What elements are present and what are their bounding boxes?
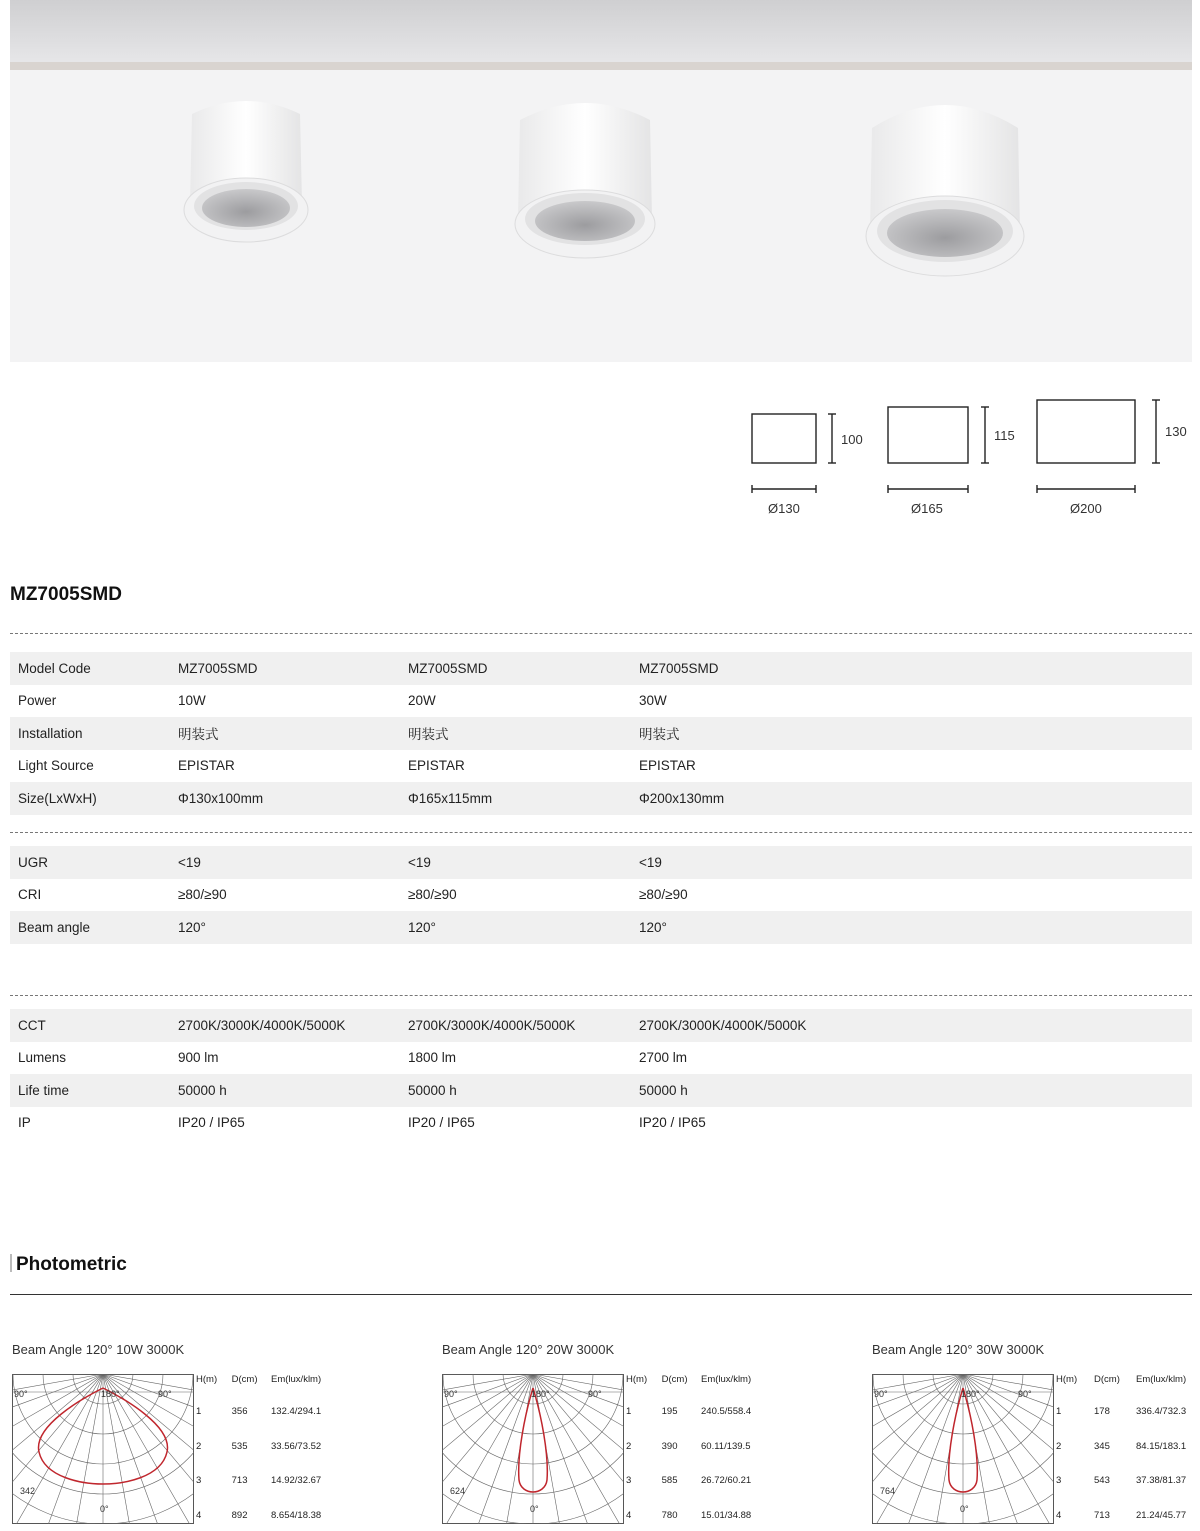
polar-label-bottom: 0° — [100, 1504, 109, 1514]
cell-em: 336.4/732.3 — [1136, 1405, 1187, 1417]
illuminance-table — [626, 1374, 776, 1531]
dim-diameter-medium: Ø165 — [911, 501, 943, 516]
cell-h: 4 — [626, 1510, 632, 1522]
spec-value: 明装式 — [178, 727, 219, 743]
polar-label-left: 90° — [874, 1389, 888, 1399]
table-row — [196, 1498, 346, 1531]
polar-scale-value: 342 — [20, 1486, 36, 1496]
divider-dashed — [10, 832, 1192, 833]
spec-row — [10, 717, 1192, 750]
table-row — [196, 1464, 346, 1499]
spec-label: Beam angle — [18, 919, 91, 935]
col-illuminance: Em(lux/klm) — [1136, 1374, 1187, 1385]
spec-row — [10, 782, 1192, 815]
cell-h: 1 — [196, 1405, 202, 1417]
dim-diameter-small: Ø130 — [768, 501, 800, 516]
spec-value: 120° — [408, 919, 436, 935]
table-header — [1056, 1374, 1200, 1394]
cell-d: 713 — [1094, 1510, 1110, 1522]
spec-value: 120° — [639, 919, 667, 935]
cell-d: 585 — [661, 1475, 678, 1487]
col-illuminance: Em(lux/klm) — [271, 1374, 322, 1385]
spec-table-optics — [10, 846, 1192, 944]
polar-label-right: 90° — [588, 1389, 602, 1399]
cell-h: 2 — [196, 1440, 202, 1452]
dimension-drawings — [740, 390, 1200, 530]
spec-value: IP20 / IP65 — [408, 1115, 475, 1131]
spec-value: Φ200x130mm — [639, 790, 725, 806]
spec-value: 明装式 — [639, 727, 680, 743]
spec-value: 2700K/3000K/4000K/5000K — [408, 1017, 576, 1033]
spec-value: 2700 lm — [639, 1050, 688, 1066]
spec-row — [10, 1107, 1192, 1140]
spec-value: <19 — [178, 854, 201, 870]
col-illuminance: Em(lux/klm) — [701, 1374, 752, 1385]
spec-value: 10W — [178, 693, 206, 709]
cell-em: 37.38/81.37 — [1136, 1475, 1187, 1487]
spec-table-basic — [10, 652, 1192, 815]
photometric-caption: Beam Angle 120° 30W 3000K — [872, 1342, 1045, 1357]
spec-table-performance — [10, 1009, 1192, 1139]
col-height: H(m) — [626, 1374, 648, 1385]
col-diameter: D(cm) — [661, 1374, 688, 1385]
cell-d: 543 — [1094, 1475, 1110, 1487]
spec-value: 120° — [178, 919, 206, 935]
spec-label: CCT — [18, 1017, 46, 1033]
cell-em: 132.4/294.1 — [271, 1405, 322, 1417]
cell-h: 4 — [196, 1510, 202, 1522]
model-title: MZ7005SMD — [10, 584, 122, 605]
cell-em: 240.5/558.4 — [701, 1405, 752, 1417]
spec-value: 20W — [408, 693, 436, 709]
spec-value: 2700K/3000K/4000K/5000K — [178, 1017, 346, 1033]
cell-h: 1 — [1056, 1405, 1062, 1417]
cell-em: 15.01/34.88 — [701, 1510, 752, 1522]
cell-h: 3 — [196, 1475, 202, 1487]
heading-bar — [10, 1254, 12, 1272]
spec-value: 900 lm — [178, 1050, 219, 1066]
spec-value: IP20 / IP65 — [178, 1115, 245, 1131]
dim-height-small: 100 — [841, 432, 863, 447]
divider-dashed — [10, 633, 1192, 634]
spec-value: 50000 h — [639, 1082, 688, 1098]
spec-value: 明装式 — [408, 727, 449, 743]
cell-h: 4 — [1056, 1510, 1062, 1522]
cell-em: 14.92/32.67 — [271, 1475, 322, 1487]
table-row — [626, 1429, 776, 1464]
cell-h: 3 — [1056, 1475, 1062, 1487]
cell-h: 1 — [626, 1405, 632, 1417]
polar-label-left: 90° — [444, 1389, 458, 1399]
photometric-item-20w — [440, 1342, 770, 1531]
cell-em: 8.654/18.38 — [271, 1510, 322, 1522]
photometric-heading — [10, 1254, 127, 1276]
col-height: H(m) — [196, 1374, 218, 1385]
spec-row — [10, 911, 1192, 944]
lamp-large-image — [858, 92, 1032, 282]
col-height: H(m) — [1056, 1374, 1078, 1385]
spec-row — [10, 879, 1192, 912]
spec-row — [10, 1074, 1192, 1107]
spec-value: <19 — [639, 854, 662, 870]
table-row — [1056, 1498, 1200, 1531]
cell-em: 21.24/45.77 — [1136, 1510, 1187, 1522]
spec-label: UGR — [18, 854, 48, 870]
cell-h: 2 — [626, 1440, 632, 1452]
spec-row — [10, 652, 1192, 685]
photometric-caption: Beam Angle 120° 10W 3000K — [12, 1342, 185, 1357]
table-row — [626, 1394, 776, 1429]
lamp-medium-image — [508, 92, 662, 262]
cell-d: 780 — [661, 1510, 678, 1522]
illuminance-table — [1056, 1374, 1200, 1531]
photometric-caption: Beam Angle 120° 20W 3000K — [442, 1342, 615, 1357]
table-row — [1056, 1394, 1200, 1429]
polar-label-right: 90° — [1018, 1389, 1032, 1399]
spec-value: Φ165x115mm — [408, 790, 493, 806]
polar-scale-value: 764 — [880, 1486, 896, 1496]
table-header — [626, 1374, 776, 1394]
cell-em: 33.56/73.52 — [271, 1440, 322, 1452]
polar-label-top: 180° — [101, 1389, 120, 1399]
photometric-item-30w — [870, 1342, 1200, 1531]
table-row — [1056, 1429, 1200, 1464]
cell-d: 892 — [231, 1510, 248, 1522]
cell-d: 535 — [231, 1440, 248, 1452]
spec-label: Light Source — [18, 758, 94, 774]
spec-value: EPISTAR — [639, 758, 696, 774]
spec-row — [10, 750, 1192, 783]
cell-em: 84.15/183.1 — [1136, 1440, 1187, 1452]
spec-value: 50000 h — [408, 1082, 457, 1098]
spec-value: 2700K/3000K/4000K/5000K — [639, 1017, 807, 1033]
spec-value: EPISTAR — [178, 758, 235, 774]
spec-value: 50000 h — [178, 1082, 227, 1098]
spec-label: Model Code — [18, 660, 91, 676]
spec-row — [10, 846, 1192, 879]
spec-value: MZ7005SMD — [178, 660, 258, 676]
polar-label-top: 180° — [961, 1389, 980, 1399]
spec-value: Φ130x100mm — [178, 790, 264, 806]
cell-d: 390 — [661, 1440, 678, 1452]
spec-row — [10, 1042, 1192, 1075]
table-row — [626, 1498, 776, 1531]
spec-label: Life time — [18, 1082, 70, 1098]
spec-value: <19 — [408, 854, 431, 870]
spec-label: Lumens — [18, 1050, 67, 1066]
cell-d: 713 — [231, 1475, 248, 1487]
table-row — [1056, 1464, 1200, 1499]
cell-d: 195 — [661, 1405, 678, 1417]
cell-h: 3 — [626, 1475, 632, 1487]
table-row — [196, 1394, 346, 1429]
spec-row — [10, 1009, 1192, 1042]
polar-label-left: 90° — [14, 1389, 28, 1399]
spec-value: ≥80/≥90 — [639, 887, 688, 903]
spec-value: MZ7005SMD — [639, 660, 719, 676]
table-header — [196, 1374, 346, 1394]
illuminance-table — [196, 1374, 346, 1531]
spec-label: Size(LxWxH) — [18, 790, 97, 806]
cell-em: 60.11/139.5 — [701, 1440, 751, 1452]
product-hero-image — [10, 0, 1192, 362]
dim-diameter-large: Ø200 — [1070, 501, 1102, 516]
spec-label: IP — [18, 1115, 31, 1131]
photometric-item-10w — [10, 1342, 340, 1531]
polar-label-top: 180° — [531, 1389, 550, 1399]
spec-row — [10, 685, 1192, 718]
table-row — [196, 1429, 346, 1464]
photometric-title: Photometric — [16, 1254, 127, 1275]
spec-value: ≥80/≥90 — [178, 887, 227, 903]
cell-d: 178 — [1094, 1405, 1110, 1417]
ceiling-surface — [10, 0, 1192, 62]
col-diameter: D(cm) — [1094, 1374, 1120, 1385]
col-diameter: D(cm) — [231, 1374, 258, 1385]
dim-height-medium: 115 — [994, 428, 1015, 443]
spec-label: CRI — [18, 887, 42, 903]
spec-value: IP20 / IP65 — [639, 1115, 706, 1131]
dimension-lines — [740, 390, 1200, 530]
ceiling-edge — [10, 62, 1192, 70]
polar-label-right: 90° — [158, 1389, 172, 1399]
polar-label-bottom: 0° — [530, 1504, 539, 1514]
spec-label: Installation — [18, 725, 83, 741]
cell-d: 345 — [1094, 1440, 1110, 1452]
cell-em: 26.72/60.21 — [701, 1475, 752, 1487]
cell-d: 356 — [231, 1405, 248, 1417]
spec-label: Power — [18, 693, 57, 709]
spec-value: 30W — [639, 693, 667, 709]
lamp-small-image — [176, 92, 316, 248]
polar-scale-value: 624 — [450, 1486, 466, 1496]
spec-value: EPISTAR — [408, 758, 465, 774]
divider-dashed — [10, 995, 1192, 996]
spec-value: 1800 lm — [408, 1050, 457, 1066]
dim-height-large: 130 — [1165, 424, 1187, 439]
photometric-divider — [10, 1294, 1192, 1295]
table-row — [626, 1464, 776, 1499]
cell-h: 2 — [1056, 1440, 1062, 1452]
spec-value: ≥80/≥90 — [408, 887, 457, 903]
polar-label-bottom: 0° — [960, 1504, 969, 1514]
spec-value: MZ7005SMD — [408, 660, 488, 676]
